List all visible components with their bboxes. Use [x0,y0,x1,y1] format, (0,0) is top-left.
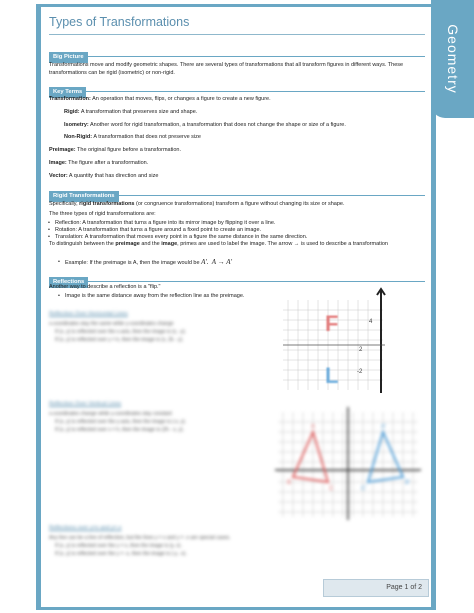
letters-group [325,311,338,388]
page-number: Page 1 of 2 [386,584,422,591]
triangle-reflection-graph [273,402,423,522]
subject-tab [431,0,474,118]
term-name: Transformation: [49,96,91,102]
section-label: Rigid Transformations [49,191,119,202]
text-line: If (x, y) is reflected over the y = -x, then the image is (-y, -x). [55,551,187,557]
section-reflections [49,270,425,285]
list-item: • Translation: A transformation that moves every point in a figure the same distance in the same direction. [53,234,413,241]
term-vector [49,172,419,180]
term-non-rigid [64,133,431,141]
list-item [63,259,423,267]
rigid-three-types: The three types of rigid transformations are: [49,211,156,217]
reflection-bullets [63,293,283,300]
example-list [63,259,423,267]
text-run-bold: image [161,241,178,247]
section-key-terms [49,80,425,95]
subject-tab-label: Geometry [444,24,461,94]
tick-label: 4 [369,319,373,325]
text-line: If (x, y) is reflected over the y = x, then the image is (y, x). [55,543,182,549]
term-def: The original figure before a transformation. [75,147,181,153]
term-name: Rigid: [64,109,80,115]
reflection-flip-text: Another way to describe a reflection is a "flip." [49,284,161,290]
point-label: A [311,424,316,430]
page-footer [323,579,429,597]
section-rigid-transformations [49,184,425,199]
text-line: If (x, y) is reflected over y = k, then the image is (x, 2k - y). [55,337,184,343]
list-item: • Rotation: A transformation that turns a figure around a fixed point to create an image. [53,227,413,234]
term-def: Another word for rigid transformation, a transformation that does not change the shape or size of a figure. [88,122,346,128]
text-line: If (x, y) is reflected over the x-axis, then the image is (x, -y). [55,329,187,335]
term-def: A transformation that does not preserve size [92,134,201,140]
rigid-distinguish [49,241,419,248]
tick-label: -2 [357,369,363,375]
letter-image: L [325,363,339,388]
text-line: Any line can be a line of reflection, but the lines y = x and y = -x are special cases. [49,535,231,541]
term-name: Vector: [49,173,68,179]
term-isometry [64,121,431,129]
point-label: B' [405,480,411,486]
text-line: x-coordinates stay the same while y-coordinates change [49,321,174,327]
text-line: x-coordinates change while y-coordinates stay constant [49,411,172,417]
term-name: Isometry: [64,122,89,128]
document-page [41,7,431,607]
subsection-horizontal: Reflection Over Horizontal Lines [49,311,128,317]
section-label: Reflections [49,277,88,288]
term-image [49,159,419,167]
text-run-bold: preimage [115,241,140,247]
text-run-bold: rigid transformations [79,201,135,207]
text-run: Example: If the preimage is A, then the image would be [65,260,202,266]
term-name: Preimage: [49,147,76,153]
text-run: (or congruence transformations) transform a figure without changing its size or shape. [134,201,345,207]
math-arrow: A → A′ [211,258,233,266]
list-item: • Reflection: A transformation that turns a figure into its mirror image by flipping it over a line. [53,220,413,227]
section-big-picture [49,45,425,60]
letter-reflection-graph [273,285,403,395]
text-run: , primes are used to label the image. The arrow → is used to describe a transformation [177,241,388,247]
term-transformation [49,95,419,103]
vertical-text [49,410,249,434]
big-picture-text: Transformations move and modify geometric shapes. There are several types of transformations that all transform figures in different ways. These transformations can be rigid (isometric) or non-rigid. [49,62,404,76]
subsection-vertical: Reflection Over Vertical Lines [49,401,122,407]
point-label: B [287,480,292,486]
text-line: If (x, y) is reflected over the y-axis, then the image is (-x, y). [55,419,187,425]
rigid-types-list [53,220,413,240]
term-def: The figure after a transformation. [66,160,149,166]
section-label: Big Picture [49,52,88,63]
term-def: An operation that moves, flips, or changes a figure to create a new figure. [90,96,271,102]
title-divider [49,34,425,35]
term-name: Non-Rigid: [64,134,93,140]
term-name: Image: [49,160,67,166]
section-label: Key Terms [49,87,86,98]
text-line: If (x, y) is reflected over x = h, then the image is (2h - x, y). [55,427,185,433]
list-item: • Image is the same distance away from the reflection line as the preimage. [63,293,283,300]
point-label: A' [381,424,387,430]
math-prime: A′. [201,258,209,266]
point-label: C [329,486,334,492]
page-title: Types of Transformations [49,15,190,29]
text-run: To distinguish between the [49,241,116,247]
point-label: C' [361,486,367,492]
tick-label: 2 [359,347,363,353]
subsection-diagonal: Reflections over y=x and y=-x [49,525,122,531]
horizontal-text [49,320,249,344]
text-run: Specifically, [49,201,80,207]
term-def: A transformation that preserves size and shape. [79,109,198,115]
rigid-intro [49,200,419,208]
term-def: A quantity that has direction and size [67,173,159,179]
diagonal-text [49,534,309,558]
letter-preimage: F [325,311,339,336]
text-run: and the [139,241,162,247]
term-preimage [49,146,419,154]
term-rigid [64,108,431,116]
